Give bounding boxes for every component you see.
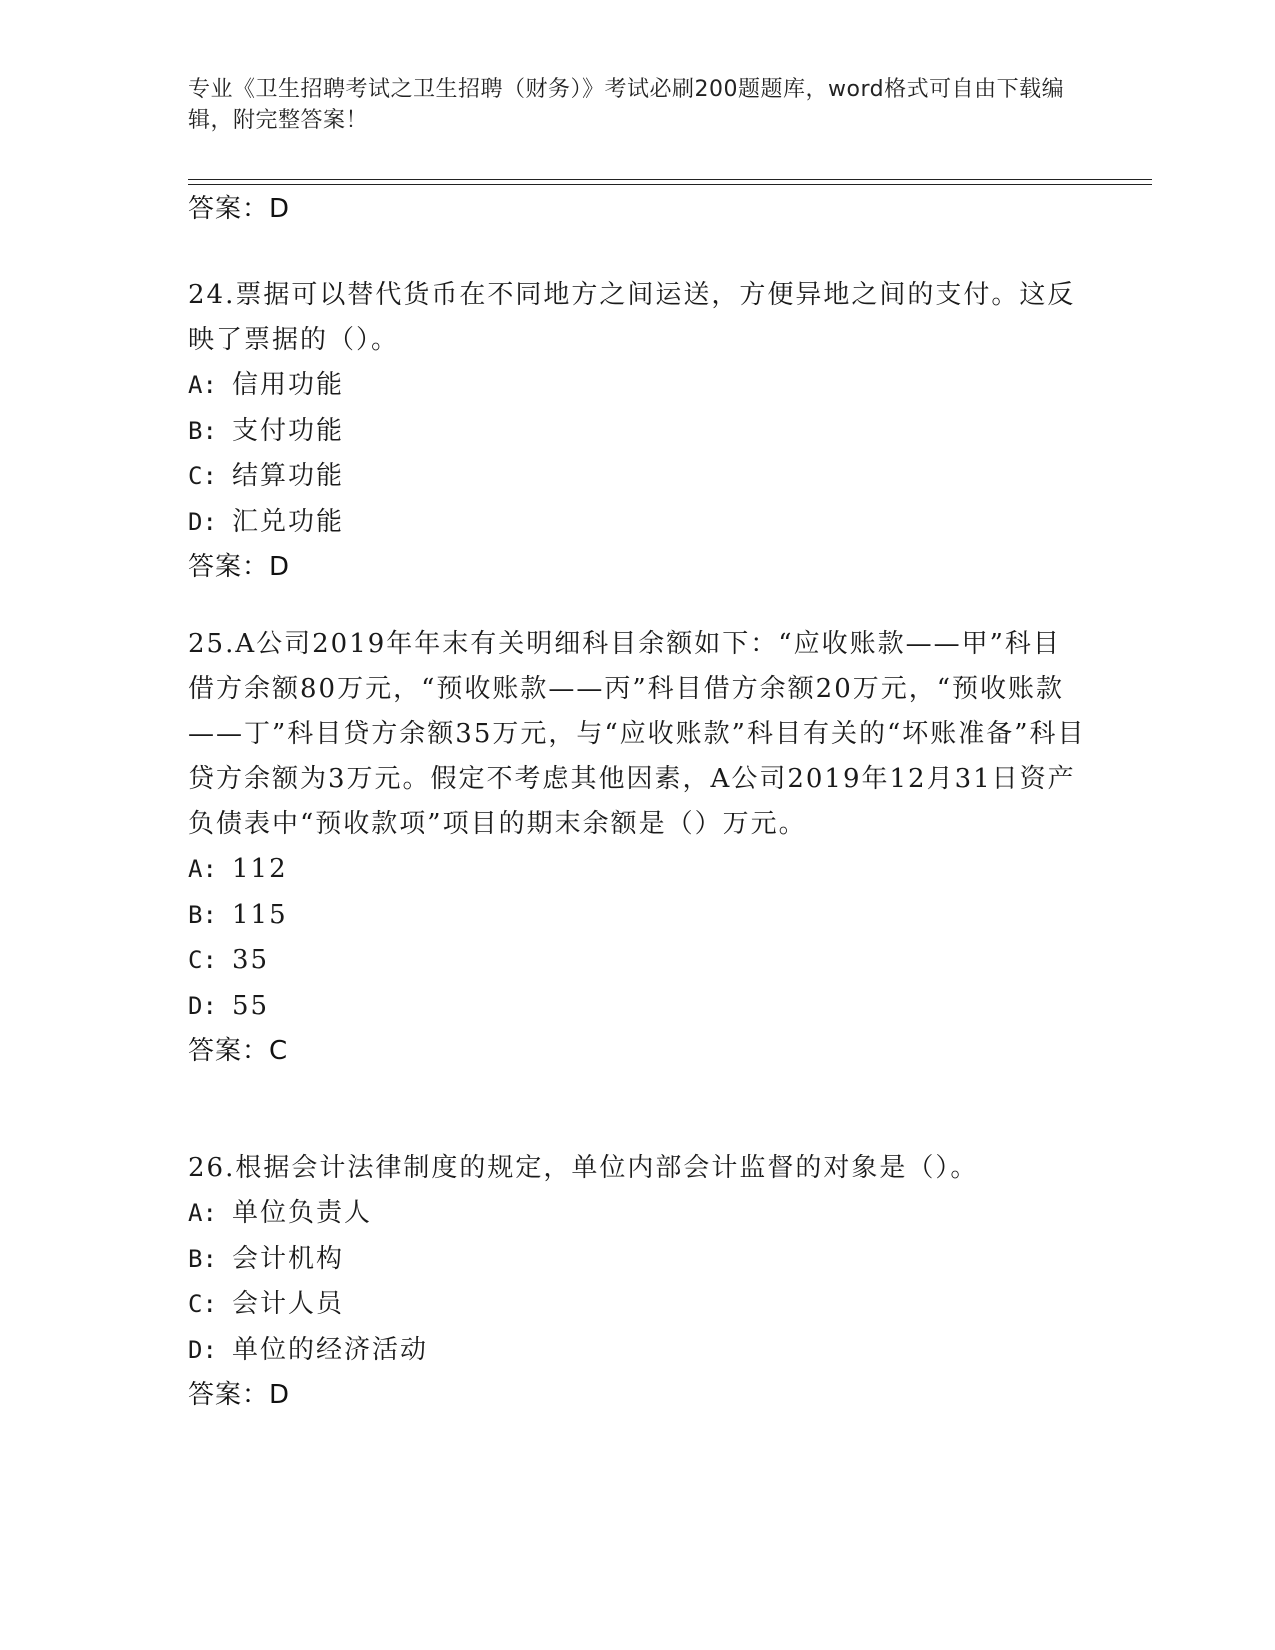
answer-label: 答案：D <box>188 552 291 582</box>
option-text: 单位的经济活动 <box>232 1334 429 1365</box>
previous-answer-block <box>188 187 1088 232</box>
option-text: 112 <box>232 854 288 884</box>
option-key: D: <box>188 507 217 536</box>
option-text: 支付功能 <box>232 415 345 446</box>
option-a <box>188 363 1088 409</box>
option-c <box>188 938 1088 984</box>
option-key: C: <box>188 1290 217 1318</box>
option-text: 结算功能 <box>232 461 345 491</box>
option-a <box>188 1191 1088 1237</box>
answer-label: 答案：D <box>188 1380 291 1410</box>
option-key: A: <box>188 1199 217 1227</box>
option-key: D: <box>188 991 217 1020</box>
option-b <box>188 409 1088 455</box>
question-text: 26.根据会计法律制度的规定，单位内部会计监督的对象是（）。 <box>188 1153 979 1183</box>
option-key: D: <box>188 1335 217 1364</box>
option-key: C: <box>188 946 217 974</box>
question-text: 25.A公司2019年年末有关明细科目余额如下：“应收账款——甲”科目借方余额80万元，“预收账款——丙”科目借方余额20万元，“预收账款——丁”科目贷方余额35万元，与“应收账款”科目有关的“坏账准备”科目贷方余额为3万元。假定不考虑其他因素，A公司2019年12月31日资产负债表中“预收款项”项目的期末余额是（）万元。 <box>188 629 1086 839</box>
option-c <box>188 1282 1088 1328</box>
option-c <box>188 454 1088 500</box>
option-text: 信用功能 <box>232 370 345 400</box>
header-divider-top <box>188 179 1152 180</box>
option-text: 汇兑功能 <box>232 506 345 537</box>
question-25 <box>188 622 1088 1074</box>
answer-label: 答案：D <box>188 194 291 224</box>
page-header: 专业《卫生招聘考试之卫生招聘（财务）》考试必刷200题题库，word格式可自由下载编辑，附完整答案！ <box>188 77 1065 133</box>
option-text: 会计机构 <box>232 1243 345 1274</box>
header-divider-bottom <box>188 184 1152 185</box>
option-d <box>188 1328 1088 1374</box>
option-key: B: <box>188 900 217 929</box>
option-a <box>188 847 1088 893</box>
question-text: 24.票据可以替代货币在不同地方之间运送，方便异地之间的支付。这反映了票据的（）。 <box>188 280 1076 355</box>
option-text: 单位负责人 <box>232 1198 373 1228</box>
question-24 <box>188 273 1088 590</box>
option-key: A: <box>188 371 217 399</box>
option-d <box>188 984 1088 1030</box>
option-key: B: <box>188 1244 217 1273</box>
question-26 <box>188 1146 1088 1418</box>
option-text: 35 <box>232 945 270 975</box>
option-key: B: <box>188 416 217 445</box>
answer-label: 答案：C <box>188 1036 289 1066</box>
option-key: A: <box>188 855 217 883</box>
option-text: 55 <box>232 990 270 1021</box>
option-b <box>188 893 1088 939</box>
option-text: 115 <box>232 899 288 930</box>
option-b <box>188 1237 1088 1283</box>
option-key: C: <box>188 462 217 490</box>
option-text: 会计人员 <box>232 1289 345 1319</box>
option-d <box>188 500 1088 546</box>
